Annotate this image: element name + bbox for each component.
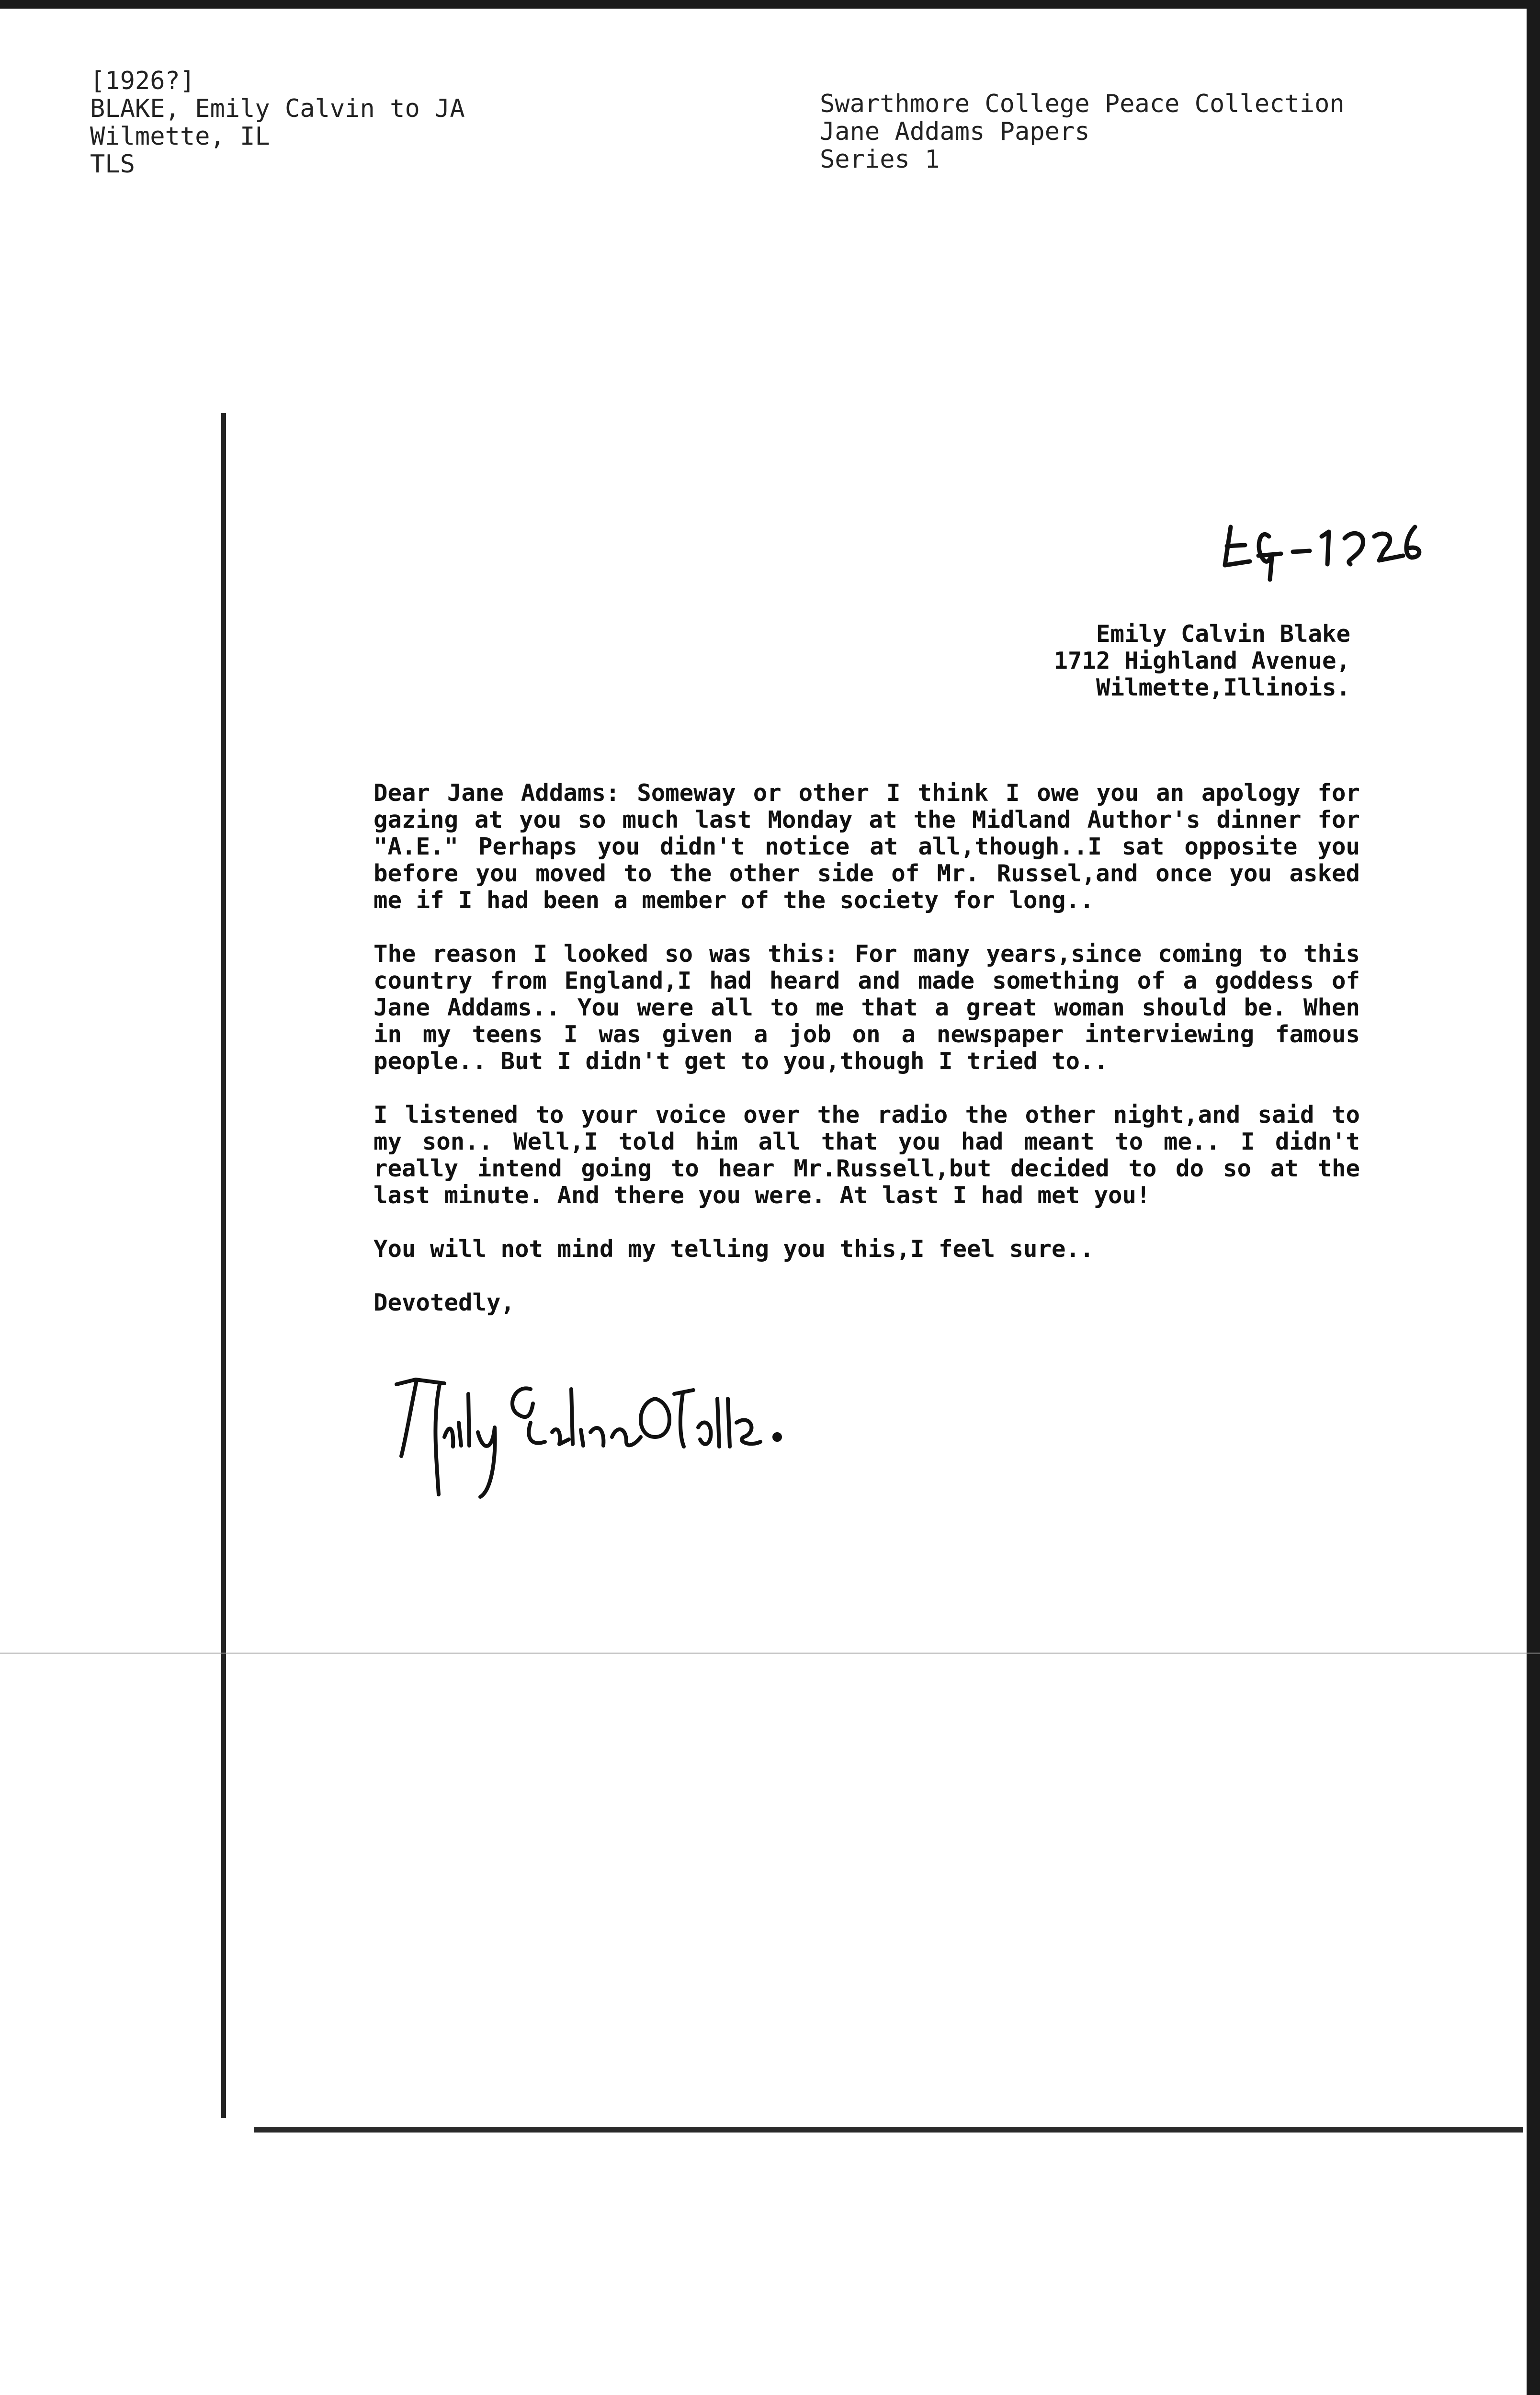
handwritten-date-annotation	[1216, 508, 1427, 584]
fold-line	[0, 1653, 1540, 1654]
letter-body	[374, 780, 1360, 1316]
sender-name: Emily Calvin Blake	[1096, 620, 1350, 648]
sender-street: 1712 Highland Avenue,	[1053, 647, 1350, 674]
archival-header-left	[90, 67, 465, 178]
scan-edge-top	[0, 0, 1540, 9]
letter-paragraph-3: I listened to your voice over the radio the other night,and said to my son.. Well,I told him all that you had meant to me.. I didn't really intend going to hear Mr.Russell,but decided to do so at the last minute. And there you were. At last I had met you!	[374, 1101, 1360, 1209]
archival-date: [1926?]	[90, 67, 195, 95]
collection-name: Swarthmore College Peace Collection	[820, 90, 1345, 118]
handwritten-signature	[387, 1365, 799, 1499]
scan-edge-right	[1527, 0, 1540, 2395]
letter-closing: Devotedly,	[374, 1289, 515, 1316]
archival-header-right	[820, 90, 1345, 173]
letter-paragraph-1: Dear Jane Addams: Someway or other I think I owe you an apology for gazing at you so much last Monday at the Midland Author's dinner for "A.E." Perhaps you didn't notice at all,though..I sat opposite you before you moved to the other side of Mr. Russel,and once you asked me if I had been a member of the society for long..	[374, 779, 1360, 914]
sender-city: Wilmette,Illinois.	[1096, 674, 1350, 701]
archival-document-type: TLS	[90, 150, 135, 179]
archival-place: Wilmette, IL	[90, 122, 270, 151]
sheet-bottom-edge	[254, 2127, 1523, 2133]
letter-paragraph-4: You will not mind my telling you this,I feel sure..	[374, 1235, 1094, 1263]
papers-name: Jane Addams Papers	[820, 117, 1090, 146]
return-address	[1015, 621, 1350, 701]
letter-paragraph-2: The reason I looked so was this: For many years,since coming to this country from England,I had heard and made something of a goddess of Jane Addams.. You were all to me that a great woman should be. When in my teens I was given a job on a newspaper interviewing famous people.. But I didn't get to you,though I tried to..	[374, 940, 1360, 1075]
series-label: Series 1	[820, 145, 940, 174]
archival-correspondents: BLAKE, Emily Calvin to JA	[90, 94, 465, 123]
sheet-left-edge	[221, 413, 226, 2118]
